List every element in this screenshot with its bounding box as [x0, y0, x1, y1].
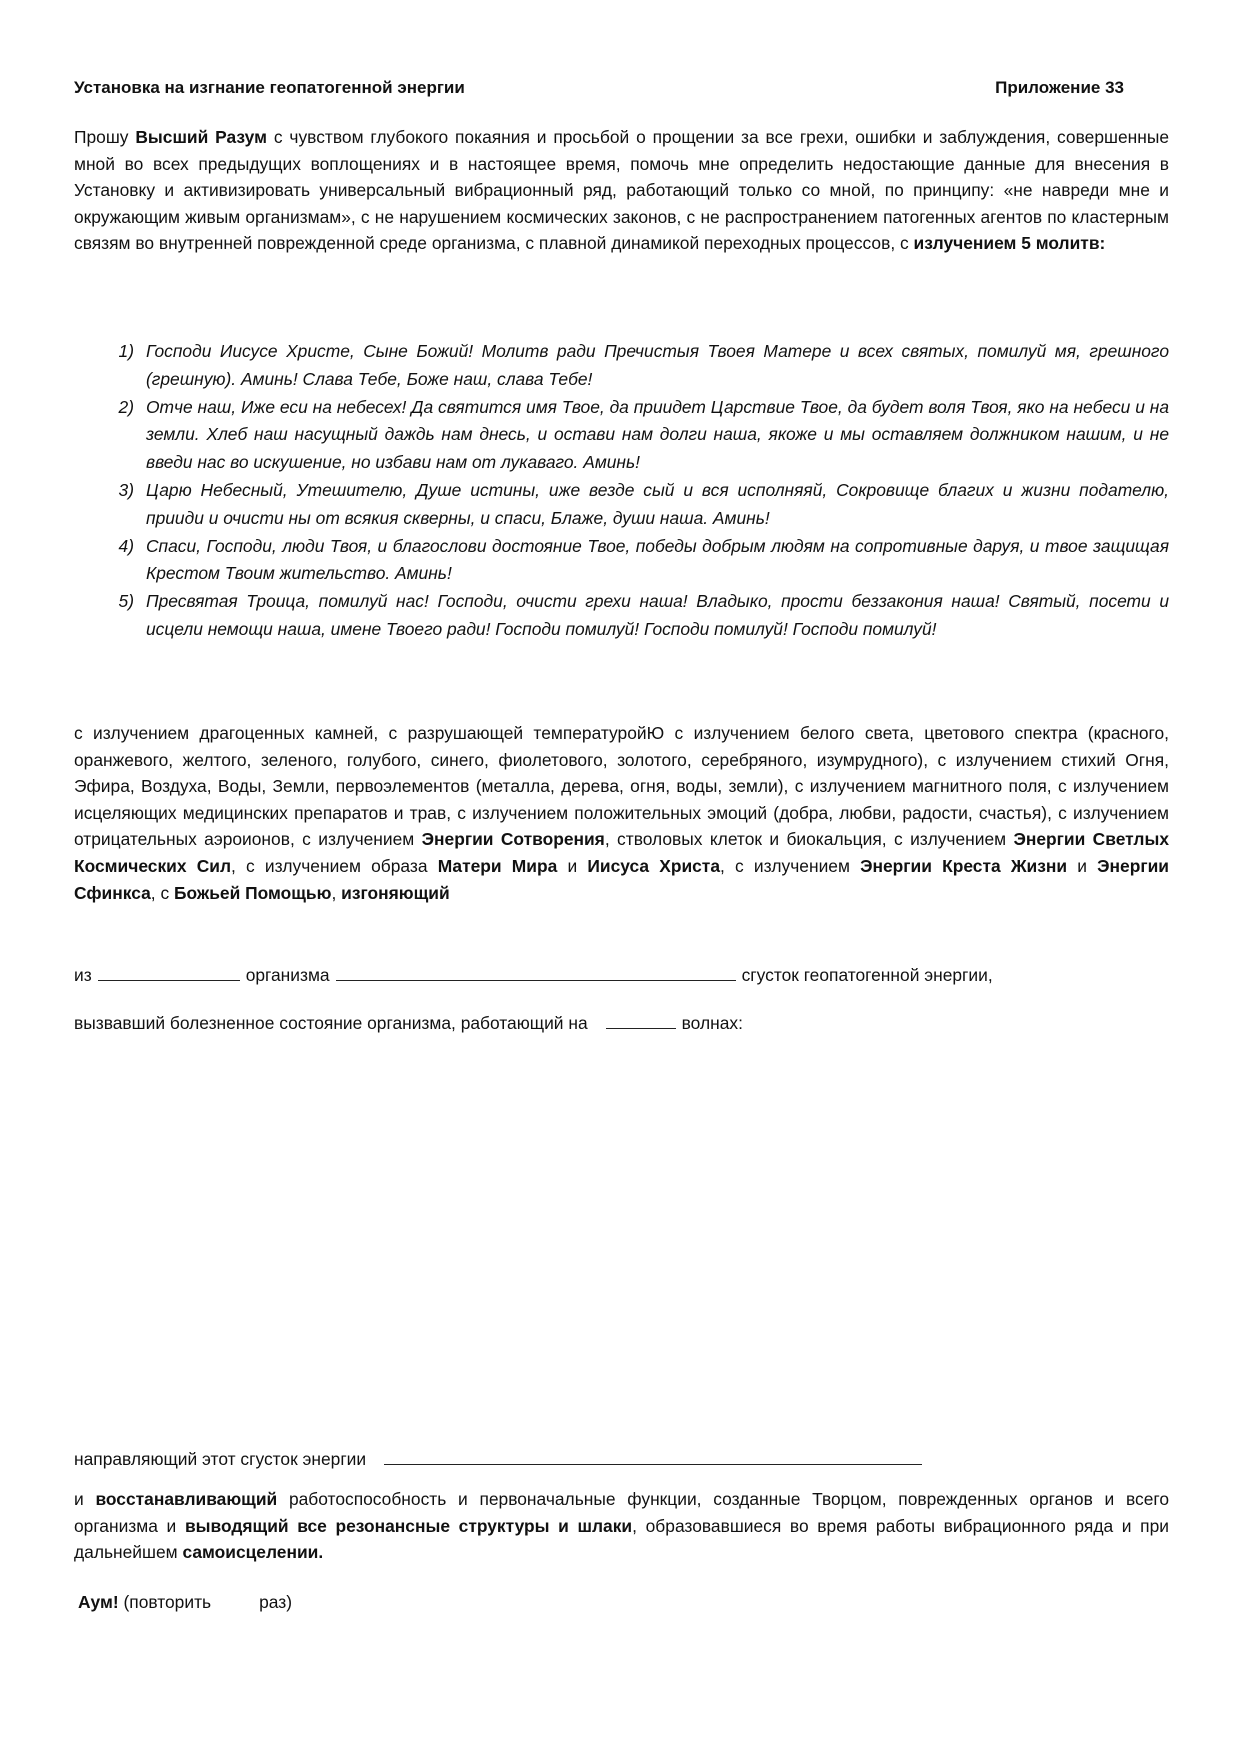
- prayer-text: Спаси, Господи, люди Твоя, и благослови достояние Твое, победы добрым людям на сопротивные даруя, и твое защищая Крестом Твоим жительство. Аминь!: [146, 535, 1169, 584]
- intro-bold-five-prayers: излучением 5 молитв:: [913, 233, 1106, 254]
- waves-prefix: вызвавший болезненное состояние организма, работающий на: [74, 1013, 588, 1033]
- effects-text: с излучением драгоценных камней, с разрушающей температуройЮ с излучением белого света, цветового спектра (красного, оранжевого, желтого, зеленого, голубого, синего, фиолетового, золотого, серебряного, изумрудного), с излучением стихий Огня, Эфира, Воздуха, Воды, Земли, первоэлементов (металла, дерева, огня, воды, земли), с излучением магнитного поля, с излучением исцеляющих медицинских препаратов и трав, с излучением положительных эмоций (добра, любви, радости, счастья), с излучением отрицательных аэроионов, с излучением: [74, 723, 1169, 850]
- restore-bold: восстанавливающий: [95, 1489, 278, 1509]
- effects-text: , с излучением образа: [231, 855, 438, 876]
- intro-bold-higher-mind: Высший Разум: [135, 127, 267, 147]
- restore-text: работоспособность и первоначальные функции, созданные Творцом, поврежденных органов и всего организма и: [74, 1489, 1170, 1536]
- effects-text: , с излучением: [720, 855, 861, 876]
- repeat-suffix: раз): [259, 1592, 293, 1612]
- iz-blank-field[interactable]: [98, 962, 240, 981]
- effects-text: и: [557, 855, 588, 876]
- effects-bold: Энергии Сфинкса: [74, 855, 1169, 903]
- effects-bold: Энергии Креста Жизни: [860, 855, 1068, 876]
- prayer-number: 5): [118, 591, 134, 612]
- prayer-item: [74, 588, 1169, 644]
- waves-blank-field[interactable]: [606, 1010, 676, 1029]
- aum-label: Аум!: [78, 1592, 119, 1612]
- effects-bold: Энергии Сотворения: [421, 829, 605, 850]
- effects-bold: изгоняющий: [341, 882, 450, 903]
- prayer-text: Пресвятая Троица, помилуй нас! Господи, очисти грехи наша! Владыко, прости беззакония наша! Святый, посети и исцели немощи наша, имене Твоего ради! Господи помилуй! Господи помилуй! Господи помилуй!: [146, 591, 1169, 639]
- effects-text: ,: [331, 882, 342, 903]
- restore-text: и: [74, 1489, 96, 1509]
- prayer-item: [74, 477, 1169, 533]
- effects-bold: Иисуса Христа: [587, 855, 720, 876]
- organism-blank-field[interactable]: [336, 962, 736, 981]
- direct-blank-field[interactable]: [384, 1446, 922, 1465]
- repeat-prefix: (повторить: [118, 1592, 212, 1612]
- effects-bold: Божьей Помощью: [173, 882, 332, 903]
- prayer-text: Господи Иисусе Христе, Сыне Божий! Молитв ради Пречистыя Твоея Матере и всех святых, помилуй мя, грешного (грешную). Аминь! Слава Тебе, Боже наш, слава Тебе!: [146, 341, 1169, 389]
- direct-label: направляющий этот сгусток энергии: [74, 1449, 367, 1469]
- appendix-label: Приложение 33: [995, 78, 1124, 97]
- clot-label: сгусток геопатогенной энергии,: [741, 965, 993, 985]
- prayers-list: [74, 338, 1169, 644]
- prayer-number: 2): [118, 396, 134, 417]
- prayer-item: [74, 533, 1169, 589]
- prayer-item: [74, 338, 1169, 394]
- intro-paragraph: [74, 124, 1169, 257]
- intro-text: с чувством глубокого покаяния и просьбой о прощении за все грехи, ошибки и заблуждения, совершенные мной во всех предыдущих воплощениях и в настоящее время, помочь мне определить недостающие данные для внесения в Установку и активизировать универсальный вибрационный ряд, работающий только со мной, по принципу: «не навреди мне и окружающим живым организмам», с не нарушением космических законов, с не распространением патогенных агентов по кластерным связям во внутренней поврежденной среде организма, с плавной динамикой переходных процессов, с: [74, 127, 1169, 254]
- document-title: Установка на изгнание геопатогенной энергии: [74, 78, 465, 97]
- prayer-number: 1): [118, 341, 134, 361]
- direct-line: [74, 1446, 928, 1470]
- effects-text: и: [1067, 855, 1098, 876]
- prayer-number: 3): [118, 479, 134, 500]
- iz-label: из: [74, 965, 92, 985]
- prayer-item: [74, 394, 1169, 477]
- restore-bold: выводящий все резонансные структуры и шлаки: [184, 1515, 633, 1536]
- effects-bold: Матери Мира: [437, 855, 558, 876]
- header-row: [74, 78, 1124, 98]
- source-organism-line: [74, 962, 993, 986]
- prayer-text: Отче наш, Иже еси на небесех! Да святится имя Твое, да приидет Царствие Твое, да будет воля Твоя, яко на небеси и на земли. Хлеб наш насущный даждь нам днесь, и остави нам долги наша, якоже и мы оставляем должником нашим, и не введи нас во искушение, но избави нам от лукаваго. Аминь!: [146, 396, 1169, 473]
- waves-suffix: волнах:: [681, 1013, 743, 1033]
- prayer-text: Царю Небесный, Утешителю, Душе истины, иже везде сый и вся исполняяй, Сокровище благих и жизни подателю, прииди и очисти ны от всякия скверны, и спаси, Блаже, души наша. Аминь!: [146, 479, 1169, 528]
- waves-line: [74, 1010, 743, 1034]
- effects-text: , с: [150, 882, 174, 903]
- effects-text: , стволовых клеток и биокальция, с излучением: [604, 829, 1014, 850]
- restore-paragraph: [74, 1486, 1169, 1566]
- restore-text: , образовавшиеся во время работы вибрационного ряда и при дальнейшем: [74, 1515, 1169, 1563]
- prayer-number: 4): [118, 535, 134, 556]
- intro-text: Прошу: [74, 127, 136, 147]
- effects-bold: Энергии Светлых Космических Сил: [74, 829, 1169, 876]
- effects-paragraph: [74, 720, 1169, 906]
- closing-line: [78, 1592, 292, 1613]
- restore-bold: самоисцелении.: [182, 1542, 324, 1563]
- organism-label: организма: [245, 965, 330, 985]
